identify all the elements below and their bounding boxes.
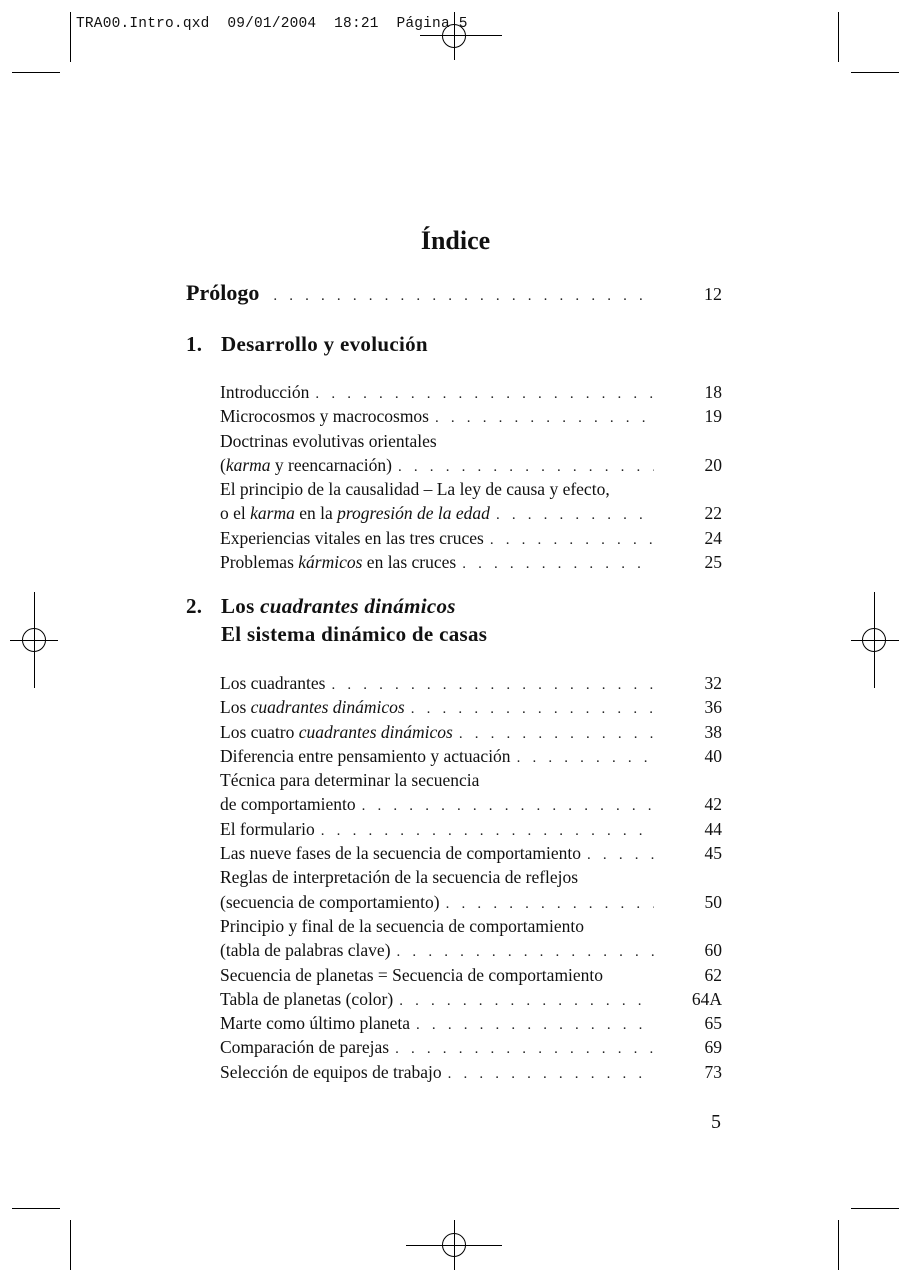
toc-entry: [220, 963, 722, 987]
toc-entry-text: Los cuatro cuadrantes dinámicos: [220, 721, 453, 742]
section-2-subtitle: El sistema dinámico de casas: [221, 622, 488, 646]
toc-entry-text: o el karma en la progresión de la edad: [220, 503, 490, 524]
toc-entry: [220, 380, 722, 404]
leader-dots: [490, 528, 654, 552]
toc-entry: [220, 1011, 722, 1035]
toc-entry: [220, 792, 722, 816]
toc-entry-text: Marte como último planeta: [220, 1013, 411, 1034]
toc-entry-page: 36: [704, 697, 722, 718]
leader-dots: [435, 406, 654, 430]
toc-entry: [220, 720, 722, 744]
toc-entry-page: 65: [704, 1013, 722, 1034]
toc-entry: [220, 404, 722, 428]
leader-dots: [587, 843, 654, 867]
section-2-title-italic: cuadrantes dinámicos: [260, 594, 456, 618]
toc-entry-text: Comparación de parejas: [220, 1037, 390, 1058]
toc-entry-text: Selección de equipos de trabajo: [220, 1061, 442, 1082]
toc-entry: [220, 987, 722, 1011]
toc-entry: [220, 695, 722, 719]
section-1-number: 1.: [186, 332, 203, 356]
toc-entry-text: Doctrinas evolutivas orientales: [220, 430, 437, 451]
leader-dots: [398, 455, 654, 479]
toc-entry-text: (karma y reencarnación): [220, 454, 392, 475]
toc-entry-page: 32: [704, 673, 722, 693]
toc-entry-text: Técnica para determinar la secuencia: [220, 770, 480, 791]
toc-entry: [220, 477, 722, 501]
toc-entry-page: 22: [704, 503, 722, 524]
section-1-entries: [220, 380, 722, 574]
page-title: Índice: [420, 226, 491, 255]
toc-entry-text: Reglas de interpretación de la secuencia de reflejos: [220, 867, 579, 888]
toc-entry-text: Problemas kármicos en las cruces: [220, 552, 457, 573]
leader-dots: [496, 503, 654, 527]
toc-entry-page: 38: [704, 721, 722, 742]
toc-entry-text: de comportamiento: [220, 794, 356, 815]
leader-dots: [321, 819, 654, 843]
print-slug: TRA00.Intro.qxd 09/01/2004 18:21 Página 5: [76, 16, 468, 32]
leader-dots: [331, 673, 654, 697]
toc-entry-page: 64A: [691, 988, 722, 1009]
toc-entry-page: 44: [704, 818, 722, 839]
toc-entry: [220, 768, 722, 792]
toc-entry: [220, 865, 722, 889]
slug-underline: [420, 35, 502, 36]
leader-dots: [362, 794, 654, 818]
toc-entry: [220, 890, 722, 914]
toc-entry-text: Diferencia entre pensamiento y actuación: [220, 745, 511, 766]
toc-entry-page: 45: [704, 843, 722, 864]
toc-entry-page: 42: [704, 794, 722, 815]
prologo-page: 12: [704, 284, 722, 304]
leader-dots: [416, 1013, 654, 1037]
leader-dots: [411, 697, 654, 721]
toc-entry: [220, 550, 722, 574]
toc-entry: [220, 501, 722, 525]
section-1-title: Desarrollo y evolución: [221, 332, 428, 356]
toc-entry-page: 62: [704, 964, 722, 985]
toc-entry-page: 69: [704, 1037, 722, 1058]
toc-entry-text: Las nueve fases de la secuencia de comportamiento: [220, 843, 582, 864]
toc-entry-text: Tabla de planetas (color): [220, 988, 394, 1009]
toc-entry-page: 18: [704, 382, 722, 402]
toc-entry-page: 24: [704, 527, 722, 548]
toc-entry: [220, 744, 722, 768]
section-2-title-prefix: Los: [221, 594, 261, 618]
toc-entry-page: 19: [704, 406, 722, 427]
leader-dots: [315, 382, 654, 406]
toc-entry-text: Microcosmos y macrocosmos: [220, 406, 429, 427]
leader-dots: [399, 989, 654, 1013]
leader-dots: [397, 940, 654, 964]
section-2-number: 2.: [186, 594, 203, 618]
toc-entry-page: 40: [704, 745, 722, 766]
section-2-entries: [220, 671, 722, 1084]
toc-entry: [220, 938, 722, 962]
toc-entry: [220, 841, 722, 865]
toc-entry-text: Experiencias vitales en las tres cruces: [220, 527, 484, 548]
toc-entry: [220, 1035, 722, 1059]
toc-entry: [220, 914, 722, 938]
toc-prologo: [186, 280, 722, 306]
leader-dots: [395, 1037, 654, 1061]
section-2-heading: [186, 594, 487, 647]
prologo-label: Prólogo: [186, 280, 260, 305]
leader-dots: [448, 1062, 654, 1086]
leader-dots: [446, 892, 654, 916]
toc-entry: [220, 429, 722, 453]
toc-entry-page: 20: [704, 454, 722, 475]
toc-entry-page: 60: [704, 940, 722, 961]
toc-entry-page: 25: [704, 552, 722, 573]
leader-dots: [459, 722, 654, 746]
toc-entry-text: El principio de la causalidad – La ley de causa y efecto,: [220, 479, 610, 500]
toc-entry-text: Los cuadrantes dinámicos: [220, 697, 405, 718]
toc-entry-text: (secuencia de comportamiento): [220, 891, 440, 912]
toc-entry-page: 73: [704, 1061, 722, 1082]
toc-entry: [220, 526, 722, 550]
leader-dots: [517, 746, 654, 770]
leader-dots: [462, 552, 654, 576]
toc-entry: [220, 671, 722, 695]
page-number: 5: [711, 1111, 721, 1133]
toc-entry-text: El formulario: [220, 818, 315, 839]
toc-entry: [220, 453, 722, 477]
toc-entry-text: Introducción: [220, 382, 310, 402]
leader-dots: [273, 288, 654, 305]
toc-entry-text: Secuencia de planetas = Secuencia de comportamiento: [220, 964, 604, 985]
section-1-heading: [186, 332, 428, 357]
toc-entry: [220, 817, 722, 841]
toc-entry-page: 50: [704, 891, 722, 912]
toc-entry: [220, 1060, 722, 1084]
toc-entry-text: Principio y final de la secuencia de comportamiento: [220, 915, 584, 936]
toc-entry-text: Los cuadrantes: [220, 673, 326, 693]
toc-entry-text: (tabla de palabras clave): [220, 940, 391, 961]
